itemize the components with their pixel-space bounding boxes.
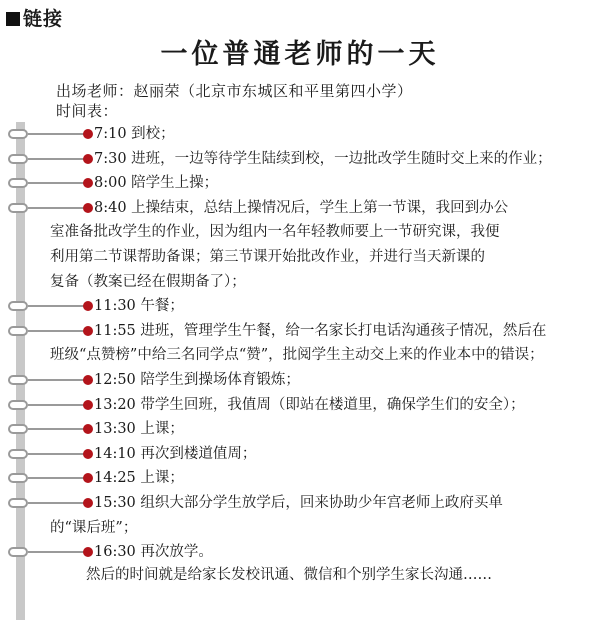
timeline-branch-line (28, 207, 84, 209)
timeline-entry-text: 14:10 再次到楼道值周； (94, 445, 257, 462)
timeline-dot-icon (83, 449, 93, 459)
timeline-entry-continuation: 复备（教案已经在假期备了）； (50, 273, 246, 290)
timeline-connector-icon (8, 203, 28, 213)
timeline-connector-icon (8, 547, 28, 557)
timeline-dot-icon (83, 129, 93, 139)
timeline-branch-line (28, 551, 84, 553)
timeline-entry-text: 7:10 到校； (94, 126, 175, 142)
timeline-branch-line (28, 305, 84, 307)
square-bullet-icon (6, 12, 20, 26)
timeline-entry-continuation: 利用第二节课帮助备课；第三节课开始批改作业，并进行当天新课的 (50, 249, 485, 265)
timeline-connector-icon (8, 326, 28, 336)
timeline-connector-icon (8, 400, 28, 410)
timeline-connector-icon (8, 449, 28, 459)
article-title: 一位普通老师的一天 (160, 39, 440, 70)
timeline-entry-text: 14:25 上课； (94, 470, 184, 487)
timeline-entry-text: 11:55 进班，管理学生午餐，给一名家长打电话沟通孩子情况，然后在 (94, 322, 547, 339)
timeline-connector-icon (8, 178, 28, 188)
timeline-branch-line (28, 453, 84, 455)
timeline-dot-icon (83, 301, 93, 311)
timeline-entry-text: 8:40 上操结束，总结上操情况后，学生上第一节课，我回到办公 (94, 199, 509, 216)
timeline-dot-icon (83, 400, 93, 410)
timeline-dot-icon (83, 203, 93, 213)
timeline-dot-icon (83, 424, 93, 434)
timeline-branch-line (28, 133, 84, 135)
timeline-branch-line (28, 158, 84, 160)
timeline-connector-icon (8, 154, 28, 164)
timeline-branch-line (28, 404, 84, 406)
timeline-dot-icon (83, 473, 93, 483)
timeline-entry-continuation: 室准备批改学生的作业，因为组内一名年轻教师要上一节研究课，我便 (50, 224, 500, 241)
timeline-dot-icon (83, 154, 93, 164)
timeline-entry-text: 13:20 带学生回班，我值周（即站在楼道里，确保学生们的安全）； (94, 396, 525, 413)
timeline-dot-icon (83, 178, 93, 188)
timeline-dot-icon (83, 326, 93, 336)
timeline-branch-line (28, 477, 84, 479)
timeline-connector-icon (8, 424, 28, 434)
timeline-dot-icon (83, 375, 93, 385)
timeline-rail (16, 122, 25, 620)
timeline-entry-text: 8:00 陪学生上操； (94, 175, 219, 192)
timeline-entry-text: 13:30 上课； (94, 421, 184, 438)
timeline-entry-continuation: 班级“点赞榜”中给三名同学点“赞”，批阅学生主动交上来的作业本中的错误； (50, 347, 544, 364)
timeline-branch-line (28, 182, 84, 184)
author-line: 出场老师：赵丽荣（北京市东城区和平里第四小学） (56, 82, 413, 100)
timeline-entry-continuation: 的“课后班”； (50, 519, 138, 536)
timeline-connector-icon (8, 473, 28, 483)
timeline-entry-text: 15:30 组织大部分学生放学后，回来协助少年宫老师上政府买单 (94, 495, 503, 511)
closing-line: 然后的时间就是给家长发校讯通、微信和个别学生家长沟通…… (86, 567, 492, 583)
timeline-branch-line (28, 379, 84, 381)
section-tag-label: 链接 (23, 8, 64, 30)
schedule-label: 时间表： (56, 102, 119, 120)
timeline-dot-icon (83, 547, 93, 557)
timeline-connector-icon (8, 301, 28, 311)
section-tag (6, 4, 63, 31)
timeline-connector-icon (8, 375, 28, 385)
timeline-dot-icon (83, 498, 93, 508)
timeline-branch-line (28, 502, 84, 504)
timeline-branch-line (28, 330, 84, 332)
timeline-branch-line (28, 428, 84, 430)
timeline-connector-icon (8, 129, 28, 139)
timeline-entry-text: 11:30 午餐； (94, 298, 184, 315)
timeline-connector-icon (8, 498, 28, 508)
timeline-entry-text: 16:30 再次放学。 (94, 544, 213, 561)
timeline-entry-text: 12:50 陪学生到操场体育锻炼； (94, 372, 300, 388)
timeline-entry-text: 7:30 进班，一边等待学生陆续到校，一边批改学生随时交上来的作业； (94, 150, 552, 167)
